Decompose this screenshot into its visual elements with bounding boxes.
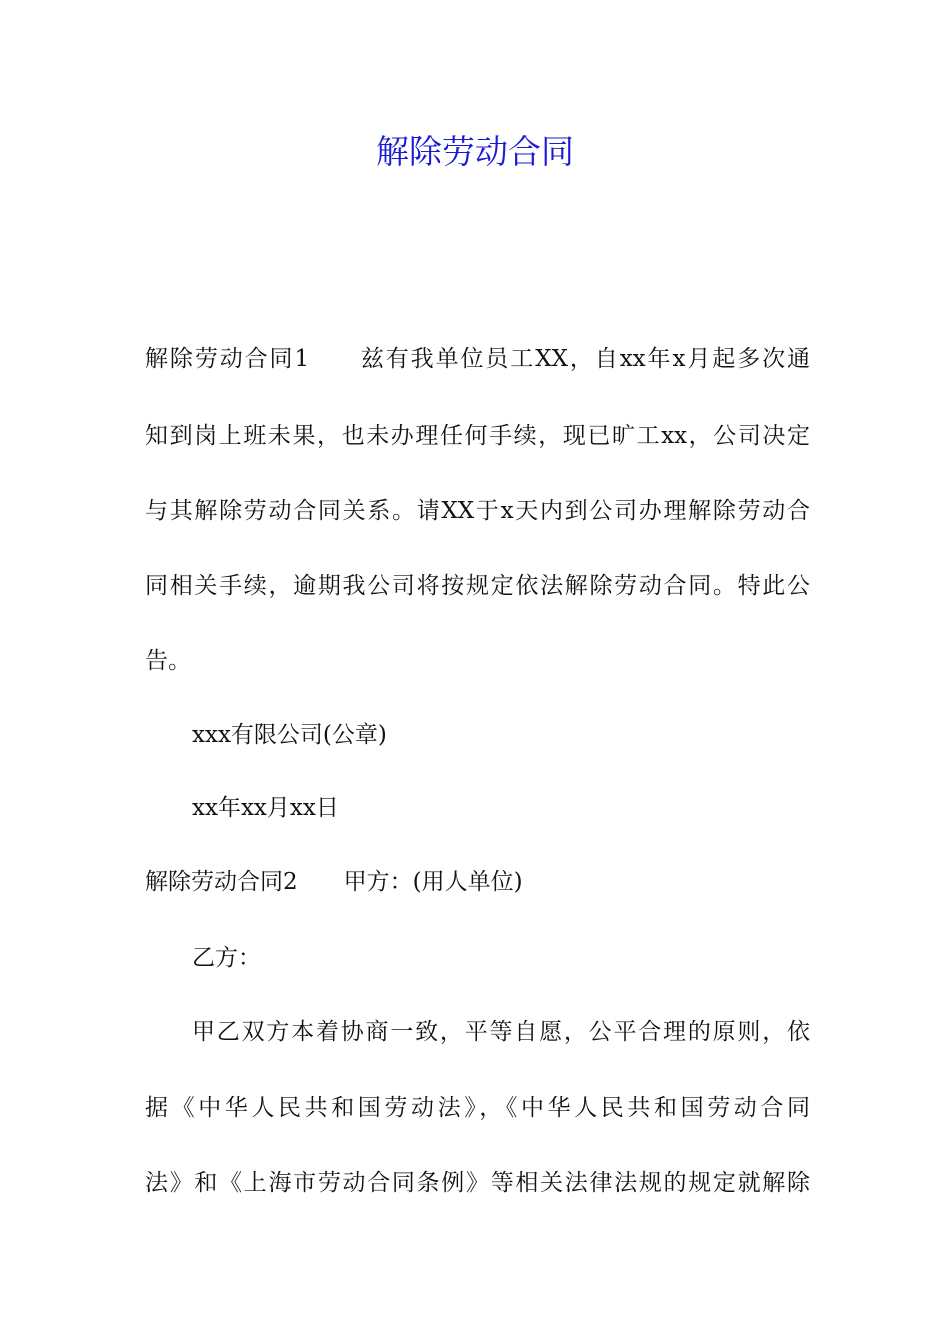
body-line: 法》和《上海市劳动合同条例》等相关法律法规的规定就解除 <box>145 1170 810 1196</box>
body-line: 知到岗上班未果，也未办理任何手续，现已旷工xx，公司决定 <box>145 423 810 449</box>
body-line: 据《中华人民共和国劳动法》，《中华人民共和国劳动合同 <box>145 1095 810 1121</box>
body-line: 与其解除劳动合同关系。请XX于x天内到公司办理解除劳动合 <box>145 498 810 524</box>
body-line: 告。 <box>145 648 191 674</box>
company-seal-line: xxx有限公司(公章) <box>192 722 387 748</box>
section-heading-2: 解除劳动合同2 甲方：(用人单位) <box>145 869 523 895</box>
body-line: 同相关手续，逾期我公司将按规定依法解除劳动合同。特此公 <box>145 573 810 599</box>
body-line: 甲乙双方本着协商一致，平等自愿，公平合理的原则，依 <box>192 1019 810 1045</box>
party-b-line: 乙方： <box>192 945 261 971</box>
date-line: xx年xx月xx日 <box>192 795 339 821</box>
body-line: 解除劳动合同1 兹有我单位员工XX，自xx年x月起多次通 <box>145 346 810 372</box>
document-title: 解除劳动合同 <box>376 132 574 171</box>
